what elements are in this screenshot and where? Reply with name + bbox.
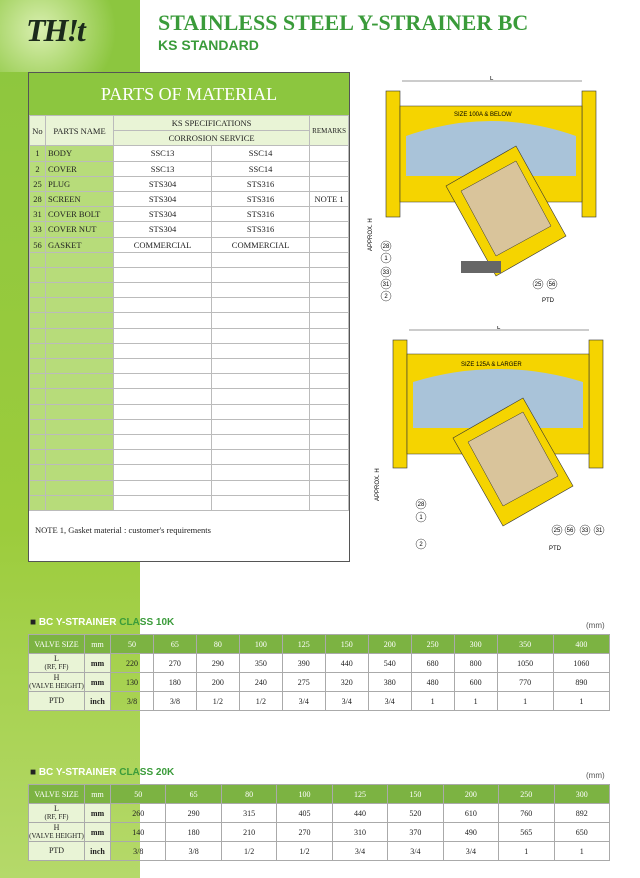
table-cell: 3/4	[388, 842, 443, 861]
table-row	[30, 419, 349, 434]
table-row	[30, 328, 349, 343]
parts-table	[29, 115, 349, 511]
table-cell	[310, 298, 349, 313]
ptd-label-2: PTD	[549, 546, 561, 552]
table-row	[30, 450, 349, 465]
table-cell: 610	[443, 804, 498, 823]
table-cell: 300	[554, 785, 610, 804]
table-cell	[212, 252, 310, 267]
table-cell: 370	[388, 823, 443, 842]
table-cell: 892	[554, 804, 610, 823]
table-cell	[30, 434, 46, 449]
table-row	[30, 146, 349, 161]
table-cell: 490	[443, 823, 498, 842]
dim-l: L	[490, 76, 494, 82]
table-cell: 80	[221, 785, 276, 804]
table-cell: 50	[111, 785, 166, 804]
ptd-label: PTD	[542, 298, 554, 304]
table-cell: 380	[368, 673, 411, 692]
table-cell	[114, 298, 212, 313]
table-cell: BODY	[46, 146, 114, 161]
table-cell	[310, 237, 349, 252]
row-unit: inch	[85, 692, 111, 711]
table-row	[30, 359, 349, 374]
table-cell	[46, 283, 114, 298]
table-cell	[46, 298, 114, 313]
cover-nut	[461, 261, 501, 273]
table-cell: 480	[411, 673, 454, 692]
row-label: H (VALVE HEIGHT)	[29, 823, 84, 840]
table-cell	[212, 359, 310, 374]
table-cell	[30, 495, 46, 510]
dim-h-2: APPROX. H	[375, 468, 381, 501]
table-cell	[46, 389, 114, 404]
table-cell: 320	[325, 673, 368, 692]
table-cell: 800	[454, 654, 497, 673]
table-cell	[114, 374, 212, 389]
table-cell: 80	[196, 635, 239, 654]
table-cell: 3/4	[332, 842, 387, 861]
table-cell: 200	[368, 635, 411, 654]
table-cell: 270	[153, 654, 196, 673]
part-callout-label: 25	[534, 282, 542, 288]
table-cell	[46, 359, 114, 374]
table-cell: SSC14	[212, 161, 310, 176]
row-unit: mm	[85, 673, 111, 692]
table-cell	[310, 313, 349, 328]
part-callout-label: 2	[419, 542, 423, 548]
table-cell: 28	[30, 191, 46, 206]
table-cell: 3/4	[368, 692, 411, 711]
table-cell: STS304	[114, 176, 212, 191]
table-cell: 315	[221, 804, 276, 823]
table-cell: 200	[443, 785, 498, 804]
table-cell	[310, 146, 349, 161]
part-callout-label: 25	[553, 528, 561, 534]
page-subtitle: KS STANDARD	[158, 37, 259, 53]
parts-note: NOTE 1, Gasket material : customer's requirements	[35, 525, 211, 535]
part-callout-label: 28	[417, 502, 425, 508]
table-cell	[310, 222, 349, 237]
table-cell: 1/2	[277, 842, 332, 861]
table-cell	[46, 404, 114, 419]
table-row	[30, 161, 349, 176]
table-cell	[46, 495, 114, 510]
table-cell: 400	[553, 635, 609, 654]
row-unit: mm	[85, 804, 111, 823]
table-cell: COVER NUT	[46, 222, 114, 237]
class20-title: ■ BC Y-STRAINER CLASS 20K	[30, 767, 175, 778]
table-cell	[30, 328, 46, 343]
table-cell: 100	[277, 785, 332, 804]
part-callout-label: 28	[382, 244, 390, 250]
table-cell: 3/4	[282, 692, 325, 711]
table-cell	[310, 328, 349, 343]
row-label: L (RF, FF)	[29, 804, 85, 823]
table-cell	[46, 313, 114, 328]
class20-unit: (mm)	[586, 771, 605, 780]
table-cell	[212, 298, 310, 313]
col-name: PARTS NAME	[46, 116, 114, 146]
class10-table	[28, 634, 610, 711]
table-cell: 210	[221, 823, 276, 842]
table-cell	[212, 267, 310, 282]
table-cell: 405	[277, 804, 332, 823]
table-cell	[212, 283, 310, 298]
table-cell	[114, 343, 212, 358]
table-cell	[114, 434, 212, 449]
table-cell: 1050	[497, 654, 553, 673]
table-cell	[310, 450, 349, 465]
table-cell: 300	[454, 635, 497, 654]
table-cell	[30, 374, 46, 389]
table-cell	[114, 359, 212, 374]
table-cell: 100	[239, 635, 282, 654]
table-cell	[310, 465, 349, 480]
table-cell: SSC13	[114, 161, 212, 176]
table-row	[30, 252, 349, 267]
right-flange	[582, 91, 596, 217]
table-cell: 180	[153, 673, 196, 692]
table-row	[30, 374, 349, 389]
row-unit: mm	[85, 654, 111, 673]
table-cell: SSC13	[114, 146, 212, 161]
row-label: L (RF, FF)	[29, 654, 85, 673]
row-label: VALVE SIZE	[29, 635, 85, 654]
row-label: PTD	[29, 692, 85, 711]
table-row	[30, 480, 349, 495]
table-row	[30, 237, 349, 252]
table-cell	[46, 419, 114, 434]
table-cell	[46, 465, 114, 480]
table-row	[30, 389, 349, 404]
table-cell: 1060	[553, 654, 609, 673]
table-cell: 440	[332, 804, 387, 823]
table-cell	[310, 404, 349, 419]
strainer-diagram-small	[366, 76, 616, 316]
table-cell: 3/8	[153, 692, 196, 711]
table-row	[29, 823, 610, 842]
table-cell: 200	[196, 673, 239, 692]
table-row	[30, 495, 349, 510]
table-cell: 125	[282, 635, 325, 654]
part-callout-label: 33	[382, 270, 390, 276]
table-cell	[212, 343, 310, 358]
table-cell	[30, 283, 46, 298]
table-cell	[114, 328, 212, 343]
table-cell: STS316	[212, 191, 310, 206]
table-cell	[212, 495, 310, 510]
table-cell	[114, 450, 212, 465]
table-cell: 1	[454, 692, 497, 711]
table-cell: 130	[111, 673, 154, 692]
table-cell	[310, 343, 349, 358]
row-unit: mm	[85, 635, 111, 654]
table-cell: 125	[332, 785, 387, 804]
table-cell: 220	[111, 654, 154, 673]
table-cell	[310, 434, 349, 449]
company-logo: TH!t	[26, 12, 84, 48]
table-cell: SCREEN	[46, 191, 114, 206]
table-cell: 3/8	[111, 842, 166, 861]
table-cell: 290	[166, 804, 221, 823]
table-cell	[46, 267, 114, 282]
table-cell: 350	[497, 635, 553, 654]
table-cell: STS304	[114, 207, 212, 222]
table-cell: 540	[368, 654, 411, 673]
table-cell: 1	[30, 146, 46, 161]
table-cell: STS316	[212, 207, 310, 222]
part-callout-label: 1	[384, 256, 388, 262]
table-cell	[46, 450, 114, 465]
table-cell: 350	[239, 654, 282, 673]
table-cell: 180	[166, 823, 221, 842]
table-row	[30, 267, 349, 282]
table-cell: NOTE 1	[310, 191, 349, 206]
table-cell: 1	[554, 842, 610, 861]
table-cell	[310, 161, 349, 176]
table-cell: 3/4	[443, 842, 498, 861]
table-cell	[30, 298, 46, 313]
table-cell: STS304	[114, 222, 212, 237]
table-cell: STS316	[212, 176, 310, 191]
table-cell: 270	[277, 823, 332, 842]
table-cell	[46, 343, 114, 358]
table-cell	[46, 328, 114, 343]
col-remarks: REMARKS	[310, 116, 349, 146]
table-cell	[212, 450, 310, 465]
table-cell	[114, 465, 212, 480]
row-label: VALVE SIZE	[29, 785, 85, 804]
table-row	[30, 298, 349, 313]
table-cell: 1/2	[239, 692, 282, 711]
table-row	[30, 176, 349, 191]
part-callout-label: 31	[595, 528, 603, 534]
table-cell	[30, 419, 46, 434]
class20-table	[28, 784, 610, 861]
table-cell	[212, 328, 310, 343]
table-cell: 890	[553, 673, 609, 692]
table-cell: 140	[111, 823, 166, 842]
table-cell: 250	[411, 635, 454, 654]
parts-title: PARTS OF MATERIAL	[29, 73, 349, 115]
table-row	[30, 207, 349, 222]
table-cell	[114, 267, 212, 282]
left-flange-2	[393, 340, 407, 468]
parts-of-material-panel	[28, 72, 350, 562]
table-cell: 3/4	[325, 692, 368, 711]
table-cell: 440	[325, 654, 368, 673]
table-cell: 65	[153, 635, 196, 654]
table-cell: 33	[30, 222, 46, 237]
table-cell	[310, 252, 349, 267]
left-flange	[386, 91, 400, 217]
table-cell: 520	[388, 804, 443, 823]
table-row	[29, 785, 610, 804]
page-title: STAINLESS STEEL Y-STRAINER BC	[158, 10, 529, 35]
table-cell	[46, 252, 114, 267]
table-row	[30, 434, 349, 449]
table-cell: COVER	[46, 161, 114, 176]
row-unit: mm	[85, 785, 111, 804]
table-cell: COMMERCIAL	[114, 237, 212, 252]
table-cell: 25	[30, 176, 46, 191]
table-cell	[46, 480, 114, 495]
table-row	[30, 313, 349, 328]
table-cell	[212, 313, 310, 328]
table-cell	[30, 359, 46, 374]
table-cell: COMMERCIAL	[212, 237, 310, 252]
table-cell: 1	[497, 692, 553, 711]
table-cell	[114, 480, 212, 495]
table-row	[29, 842, 610, 861]
table-cell	[114, 313, 212, 328]
table-row	[30, 222, 349, 237]
col-corrosion: CORROSION SERVICE	[114, 131, 310, 146]
table-cell	[30, 389, 46, 404]
table-row	[29, 804, 610, 823]
table-cell: 310	[332, 823, 387, 842]
table-cell: 150	[388, 785, 443, 804]
table-cell	[114, 389, 212, 404]
table-cell: 680	[411, 654, 454, 673]
table-cell: 1	[499, 842, 554, 861]
table-cell	[46, 374, 114, 389]
table-cell: STS316	[212, 222, 310, 237]
part-callout-label: 31	[382, 282, 390, 288]
table-cell	[310, 374, 349, 389]
table-cell: 290	[196, 654, 239, 673]
table-cell: 390	[282, 654, 325, 673]
table-cell: GASKET	[46, 237, 114, 252]
table-cell	[310, 480, 349, 495]
dim-l-2: L	[497, 326, 501, 331]
table-cell	[30, 313, 46, 328]
table-cell: 1	[411, 692, 454, 711]
table-row	[30, 283, 349, 298]
table-cell: 760	[499, 804, 554, 823]
table-cell: 2	[30, 161, 46, 176]
table-cell	[310, 495, 349, 510]
table-cell: 1	[553, 692, 609, 711]
class10-unit: (mm)	[586, 621, 605, 630]
table-row	[29, 692, 610, 711]
part-callout-label: 2	[384, 294, 388, 300]
table-cell: 1/2	[221, 842, 276, 861]
table-cell	[310, 176, 349, 191]
table-cell	[212, 480, 310, 495]
table-cell: 3/8	[166, 842, 221, 861]
table-cell: 565	[499, 823, 554, 842]
table-cell	[310, 283, 349, 298]
table-cell	[114, 495, 212, 510]
part-callout-label: 56	[548, 282, 556, 288]
row-label: PTD	[29, 842, 85, 861]
class10-title: ■ BC Y-STRAINER CLASS 10K	[30, 617, 175, 628]
col-no: No	[30, 116, 46, 146]
size-label-2: SIZE 125A & LARGER	[461, 362, 522, 368]
table-cell	[114, 404, 212, 419]
table-cell: 150	[325, 635, 368, 654]
table-cell: 650	[554, 823, 610, 842]
table-cell	[310, 207, 349, 222]
col-ks: KS SPECIFICATIONS	[114, 116, 310, 131]
table-row	[30, 404, 349, 419]
table-cell: 600	[454, 673, 497, 692]
table-cell: 770	[497, 673, 553, 692]
table-cell	[212, 465, 310, 480]
dim-h: APPROX. H	[368, 218, 374, 251]
right-flange-2	[589, 340, 603, 468]
table-cell	[310, 419, 349, 434]
part-callout-label: 56	[566, 528, 574, 534]
table-cell: 1/2	[196, 692, 239, 711]
table-cell	[212, 389, 310, 404]
table-cell	[114, 419, 212, 434]
table-cell	[212, 419, 310, 434]
table-cell: 50	[111, 635, 154, 654]
table-row	[30, 191, 349, 206]
table-row	[29, 635, 610, 654]
table-cell: 65	[166, 785, 221, 804]
table-cell	[212, 404, 310, 419]
table-cell	[46, 434, 114, 449]
row-label: H (VALVE HEIGHT)	[29, 673, 84, 690]
table-row	[29, 673, 610, 692]
table-cell: STS304	[114, 191, 212, 206]
part-callout-label: 33	[581, 528, 589, 534]
table-cell	[212, 374, 310, 389]
table-cell	[30, 450, 46, 465]
table-cell	[114, 283, 212, 298]
table-cell	[30, 343, 46, 358]
table-cell: 250	[499, 785, 554, 804]
table-cell: 275	[282, 673, 325, 692]
table-row	[29, 654, 610, 673]
table-cell: PLUG	[46, 176, 114, 191]
table-cell	[30, 252, 46, 267]
table-cell	[30, 465, 46, 480]
table-cell: 260	[111, 804, 166, 823]
table-cell	[310, 267, 349, 282]
part-callout-label: 1	[419, 515, 423, 521]
table-cell	[30, 267, 46, 282]
table-cell	[114, 252, 212, 267]
table-row	[30, 343, 349, 358]
table-cell	[310, 389, 349, 404]
strainer-diagram-large	[366, 326, 616, 562]
table-cell: COVER BOLT	[46, 207, 114, 222]
table-cell: 31	[30, 207, 46, 222]
table-cell	[310, 359, 349, 374]
table-cell	[30, 480, 46, 495]
table-row	[30, 465, 349, 480]
table-cell	[30, 404, 46, 419]
table-cell: SSC14	[212, 146, 310, 161]
table-cell: 56	[30, 237, 46, 252]
row-unit: mm	[85, 823, 111, 842]
table-cell: 3/8	[111, 692, 154, 711]
row-unit: inch	[85, 842, 111, 861]
table-cell: 240	[239, 673, 282, 692]
size-label: SIZE 100A & BELOW	[454, 112, 512, 118]
table-cell	[212, 434, 310, 449]
